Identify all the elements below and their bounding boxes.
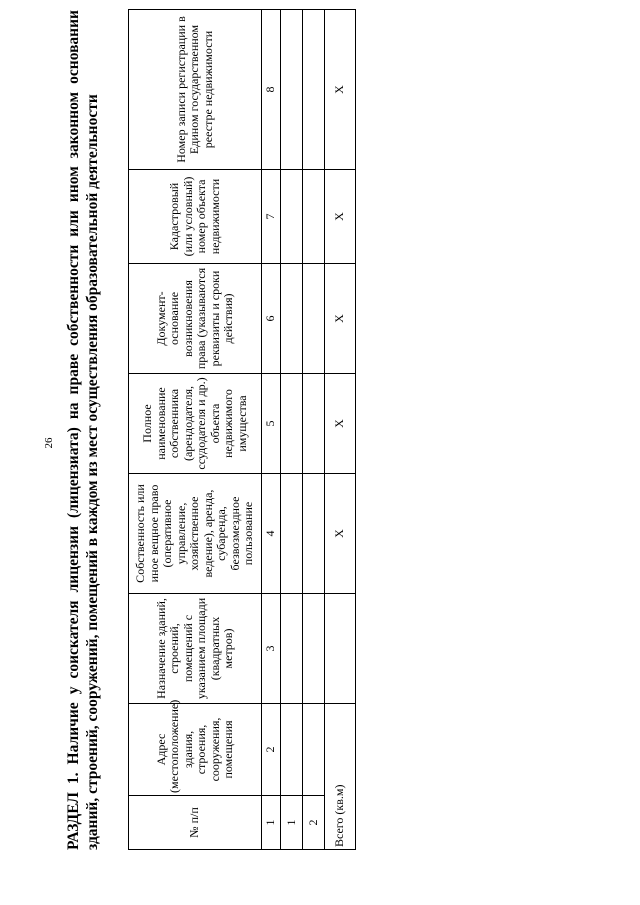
total-cell: Х <box>325 264 356 374</box>
section-title: . Наличие у соискателя лицензии (лицензиата) на праве собственности или ином законном основании зданий, строений, сооружений, помещений в каждом из мест осуществления образовательной деятельности <box>65 10 101 850</box>
header-row <box>129 10 262 850</box>
col-header-ownership: Собственность или иное вещное право (оперативное управление, хозяйственное ведение), аренда, субаренда, безвозмездное пользование <box>129 474 262 594</box>
total-cell <box>325 594 356 704</box>
total-label: Всего (кв.м) <box>325 704 356 850</box>
col-header-purpose: Назначение зданий, строений, помещений с указанием площади (квадратных метров) <box>129 594 262 704</box>
total-cell: Х <box>325 474 356 594</box>
table-cell <box>281 264 303 374</box>
col-number: 8 <box>262 10 281 170</box>
page-number: 26 <box>43 437 55 449</box>
table-cell <box>303 264 325 374</box>
table-cell <box>303 594 325 704</box>
column-numbers-row <box>262 10 281 850</box>
col-header-owner-name: Полное наименование собственника (арендодателя, ссудодателя и др.) объекта недвижимого имущества <box>129 374 262 474</box>
col-header-cadastral: Кадастровый (или условный) номер объекта недвижимости <box>129 170 262 264</box>
rotated-page-content <box>60 10 590 850</box>
col-number: 1 <box>262 796 281 850</box>
table-cell <box>281 374 303 474</box>
col-number: 2 <box>262 704 281 796</box>
table-cell <box>281 474 303 594</box>
section-heading <box>64 10 102 850</box>
col-header-number: № п/п <box>129 796 262 850</box>
table-cell <box>303 374 325 474</box>
col-number: 4 <box>262 474 281 594</box>
col-number: 5 <box>262 374 281 474</box>
col-header-registry: Номер записи регистрации в Едином государственном реестре недвижимости <box>129 10 262 170</box>
table-cell <box>303 10 325 170</box>
col-header-address: Адрес (местоположение) здания, строения, сооружения, помещения <box>129 704 262 796</box>
table-cell <box>303 704 325 796</box>
total-cell: Х <box>325 374 356 474</box>
row-number: 1 <box>281 796 303 850</box>
table-cell <box>303 170 325 264</box>
table-cell <box>303 474 325 594</box>
col-number: 3 <box>262 594 281 704</box>
row-number: 2 <box>303 796 325 850</box>
table-cell <box>281 704 303 796</box>
col-number: 7 <box>262 170 281 264</box>
col-number: 6 <box>262 264 281 374</box>
table-cell <box>281 594 303 704</box>
table-row <box>303 10 325 850</box>
table-cell <box>281 10 303 170</box>
total-cell: Х <box>325 170 356 264</box>
total-cell: Х <box>325 10 356 170</box>
col-header-document: Документ-основание возникновения права (указываются реквизиты и сроки действия) <box>129 264 262 374</box>
total-row <box>325 10 356 850</box>
table-row <box>281 10 303 850</box>
premises-table <box>128 9 356 850</box>
table-cell <box>281 170 303 264</box>
section-label: РАЗДЕЛ 1 <box>65 776 82 850</box>
